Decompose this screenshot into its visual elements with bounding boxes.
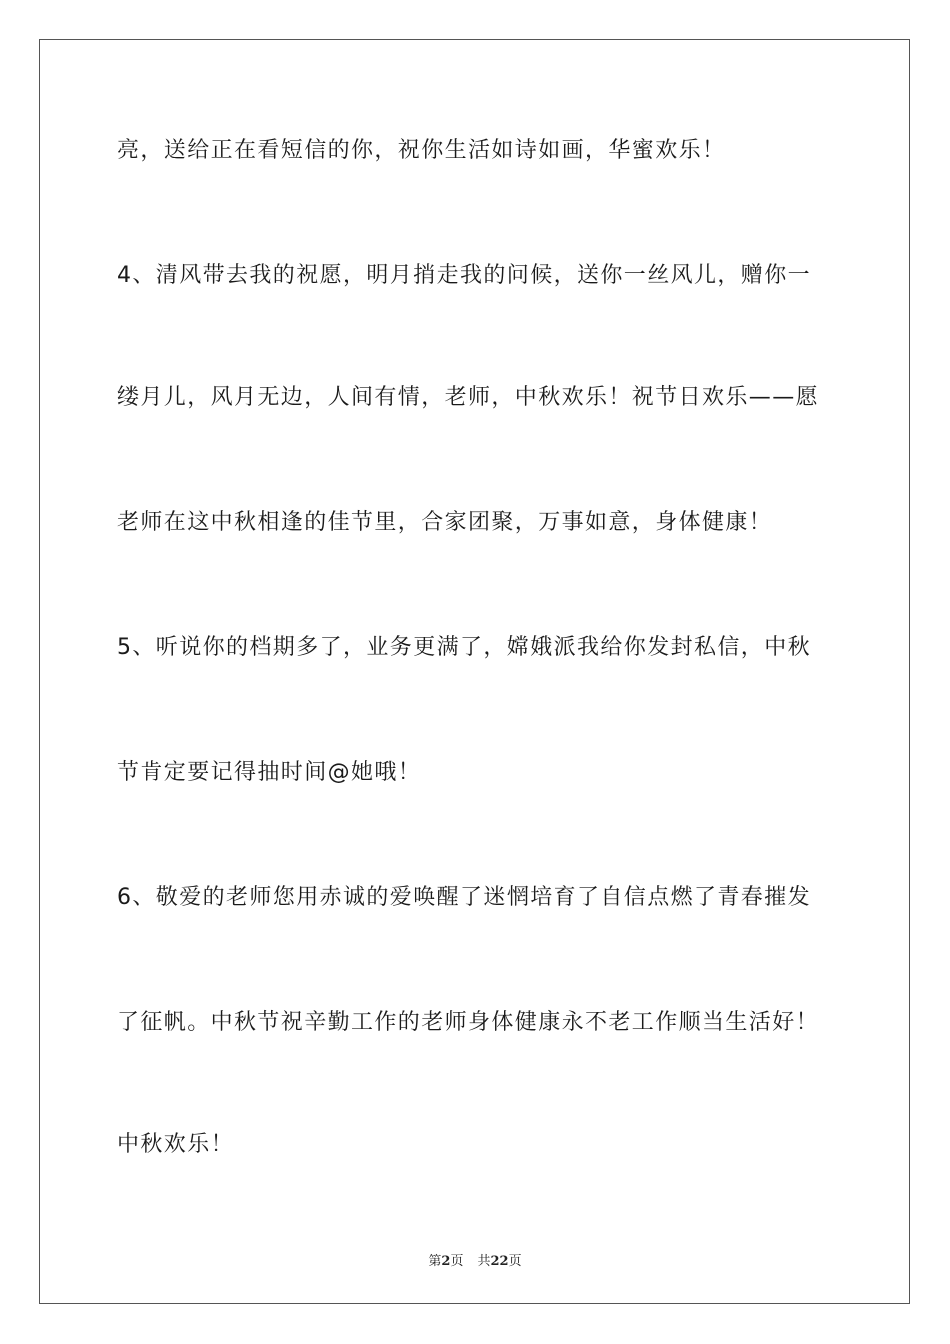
text-line-2: 4、清风带去我的祝愿，明月捎走我的问候，送你一丝风儿，赠你一 bbox=[117, 263, 811, 288]
total-suffix: 页 bbox=[508, 1254, 522, 1269]
total-prefix: 共 bbox=[477, 1254, 491, 1269]
text-line-7: 6、敬爱的老师您用赤诚的爱唤醒了迷惘培育了自信点燃了青春摧发 bbox=[117, 885, 811, 910]
page-prefix: 第 bbox=[428, 1254, 442, 1269]
page-number: 2 bbox=[441, 1254, 451, 1269]
text-line-1: 亮，送给正在看短信的你，祝你生活如诗如画，华蜜欢乐！ bbox=[117, 138, 726, 163]
total-pages: 22 bbox=[490, 1254, 509, 1269]
page-border bbox=[39, 39, 910, 1304]
text-line-3: 缕月儿，风月无边，人间有情，老师，中秋欢乐！祝节日欢乐——愿 bbox=[117, 385, 820, 410]
text-line-9: 中秋欢乐！ bbox=[117, 1132, 235, 1157]
page-footer bbox=[0, 1250, 950, 1269]
text-line-6: 节肯定要记得抽时间@她哦！ bbox=[117, 760, 422, 785]
text-line-4: 老师在这中秋相逢的佳节里，合家团聚，万事如意，身体健康！ bbox=[117, 510, 773, 535]
text-line-8: 了征帆。中秋节祝辛勤工作的老师身体健康永不老工作顺当生活好！ bbox=[117, 1010, 820, 1035]
page-suffix: 页 bbox=[450, 1254, 464, 1269]
text-line-5: 5、听说你的档期多了，业务更满了，嫦娥派我给你发封私信，中秋 bbox=[117, 635, 811, 660]
